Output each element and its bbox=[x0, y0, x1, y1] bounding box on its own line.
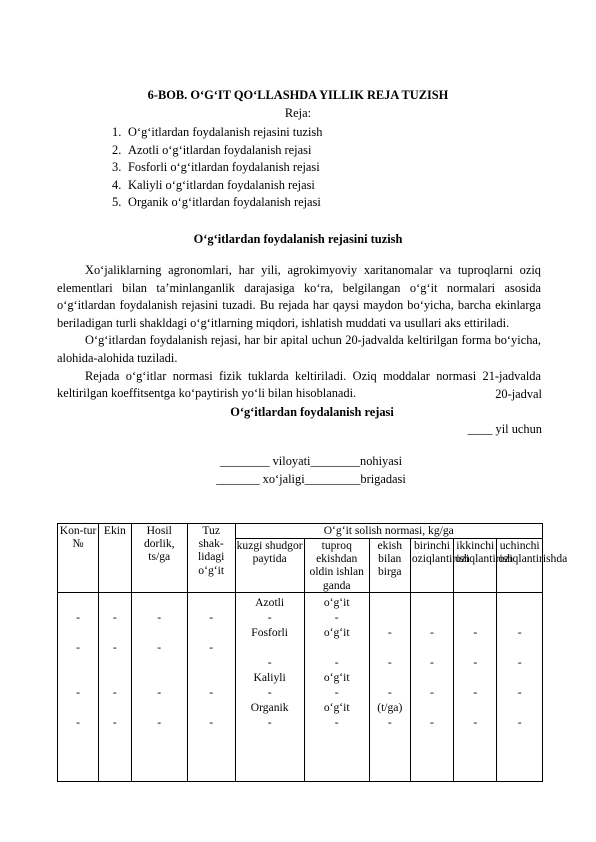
subcolumn-second-feeding: ikkinchi oziqlantirish bbox=[454, 539, 497, 593]
plan-item bbox=[112, 177, 322, 195]
column-header-contour: Kon-tur № bbox=[58, 524, 99, 593]
plan-item-number: 3. bbox=[112, 160, 122, 175]
table-cell: - - - - bbox=[410, 592, 453, 781]
column-header-yield: Hosil dorlik, ts/ga bbox=[131, 524, 187, 593]
table-cell: - - - - bbox=[187, 592, 235, 781]
plan-item-number: 2. bbox=[112, 142, 122, 157]
table-number: 20-jadval bbox=[495, 387, 542, 401]
plan-item-text: Azotli o‘g‘itlardan foydalanish rejasi bbox=[128, 142, 312, 157]
subcolumn-with-sowing: ekish bilan birga bbox=[369, 539, 410, 593]
column-header-fertilizer-form: Tuz shak-lidagi o‘g‘it bbox=[187, 524, 235, 593]
plan-item-text: Fosforli o‘g‘itlardan foydalanish rejasi bbox=[128, 160, 320, 175]
plan-label: Reja: bbox=[284, 106, 312, 120]
paragraph: Rejada o‘g‘itlar normasi fizik tuklarda keltiriladi. Oziq moddalar normasi 21-jadvalda keltirilgan koeffitsentga ko‘paytirish yo‘li bilan hisoblanadi. bbox=[57, 368, 541, 401]
subcolumn-pre-sowing: tuproq ekishdan oldin ishlan ganda bbox=[304, 539, 369, 593]
table-cell: - - - (t/ga) - bbox=[369, 592, 410, 781]
table-cell: - - - - bbox=[99, 592, 131, 781]
column-group-header-norm: O‘g‘it solish normasi, kg/ga bbox=[235, 524, 543, 539]
plan-item bbox=[112, 124, 322, 142]
subcolumn-third-feeding: uchinchi oziqlantirishda bbox=[497, 539, 543, 593]
plan-item-text: O‘g‘itlardan foydalanish rejasini tuzish bbox=[128, 125, 323, 139]
table-cell: - - - - bbox=[58, 592, 99, 781]
table-cell: - - - - bbox=[454, 592, 497, 781]
plan-item-number: 1. bbox=[112, 125, 122, 139]
paragraph: Xo‘jaliklarning agronomlari, har yili, agrokimyoviy xaritanomalar va tuproqlarni oziq elementlari bilan ta’minlanganlik darajasiga ko‘ra, belgilangan o‘g‘it normalari asosida o‘g‘itlardan foydalanish rejasini tuzadi. Bu rejada har qaysi maydon bo‘yicha, barcha ekinlarga beriladigan turli shakldagi o‘g‘itlarning miqdori, ishlatish muddati va usullari aks ettiriladi. bbox=[57, 263, 541, 330]
plan-list bbox=[112, 124, 322, 212]
subcolumn-autumn-plowing: kuzgi shudgor paytida bbox=[235, 539, 304, 593]
year-line: ____ yil uchun bbox=[467, 422, 542, 436]
plan-item-number: 5. bbox=[112, 195, 122, 210]
address-line-farm: _______ xo‘jaligi_________brigadasi bbox=[216, 472, 406, 486]
plan-item-text: Organik o‘g‘itlardan foydalanish rejasi bbox=[128, 195, 321, 210]
plan-item bbox=[112, 142, 322, 160]
table-cell: o‘g‘it - o‘g‘it - o‘g‘it - o‘g‘it - bbox=[304, 592, 369, 781]
body-text bbox=[57, 262, 541, 403]
plan-item-number: 4. bbox=[112, 177, 122, 192]
subcolumn-first-feeding: birinchi oziqlantirish bbox=[410, 539, 453, 593]
chapter-title: 6-BOB. O‘G‘IT QO‘LLASHDA YILLIK REJA TUZISH bbox=[147, 88, 449, 102]
table-cell: - - - - bbox=[131, 592, 187, 781]
column-header-crop: Ekin bbox=[99, 524, 131, 593]
section-title: O‘g‘itlardan foydalanish rejasini tuzish bbox=[193, 232, 403, 246]
table-title: O‘g‘itlardan foydalanish rejasi bbox=[230, 405, 394, 419]
paragraph: O‘g‘itlardan foydalanish rejasi, har bir apital uchun 20-jadvalda keltirilgan forma bo‘yicha, alohida-alohida tuziladi. bbox=[57, 333, 541, 365]
table-cell: - - - - bbox=[497, 592, 543, 781]
fertilizer-plan-table bbox=[57, 523, 568, 782]
address-line-region: ________ viloyati________nohiyasi bbox=[219, 454, 403, 468]
plan-item-text: Kaliyli o‘g‘itlardan foydalanish rejasi bbox=[128, 177, 315, 192]
plan-item bbox=[112, 194, 322, 212]
table-cell-fertilizer-types: Azotli - Fosforli - Kaliyli - Organik - bbox=[235, 592, 304, 781]
plan-item bbox=[112, 159, 322, 177]
